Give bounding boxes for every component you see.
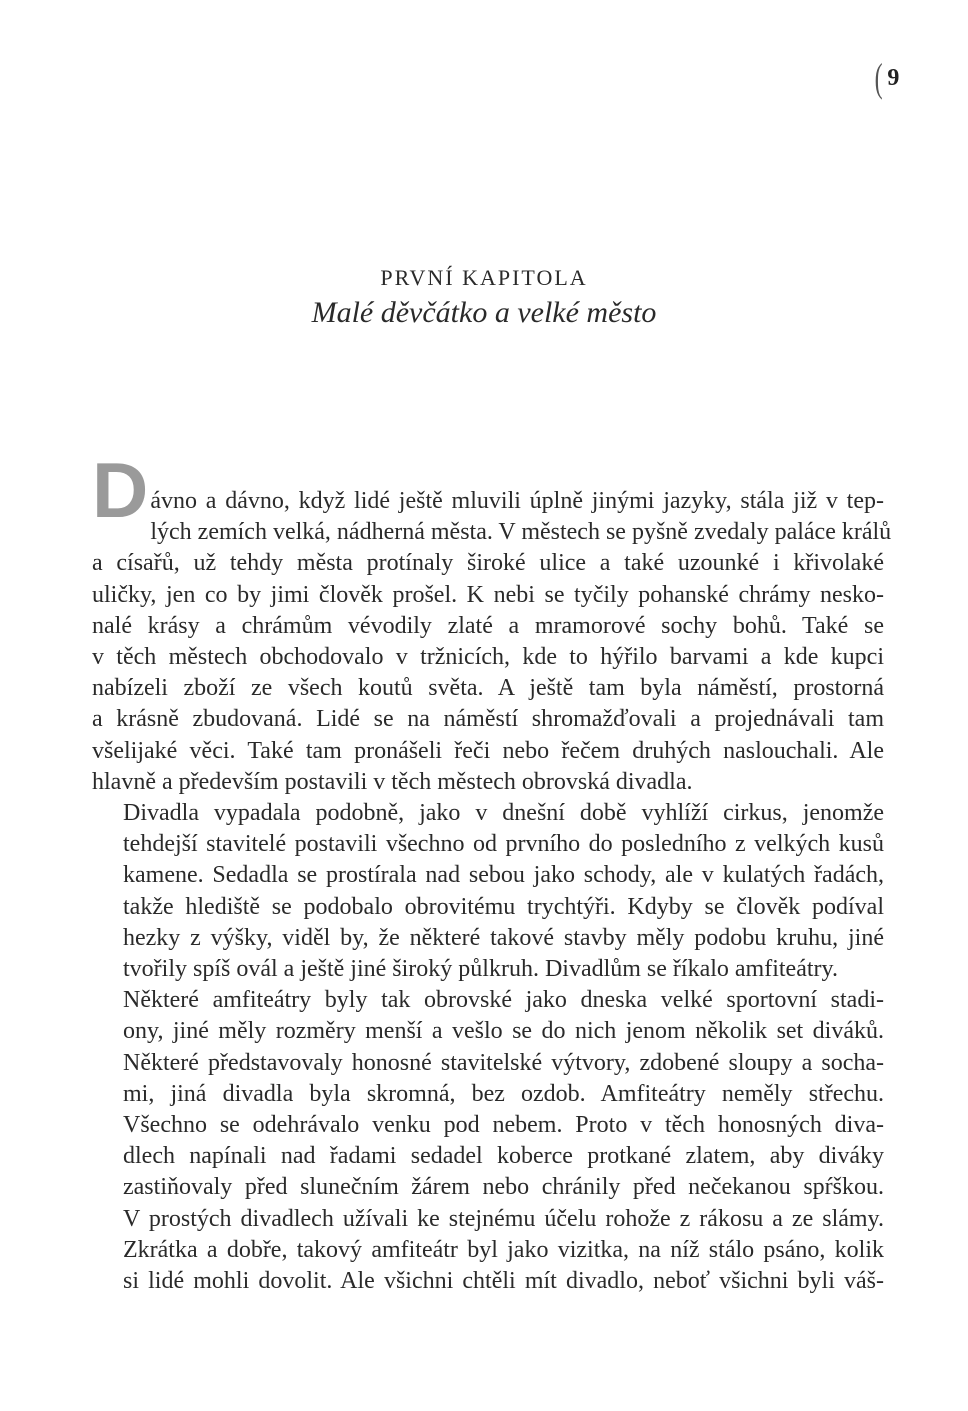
text-line: V prostých divadlech užívali ke stejnému účelu rohože z rákosu a ze slámy. bbox=[123, 1205, 884, 1232]
paragraph-2 bbox=[92, 798, 884, 985]
text-line: Zkrátka a dobře, takový amfiteátr byl jako vizitka, na níž stálo psáno, kolik bbox=[123, 1236, 884, 1263]
chapter-label: PRVNÍ KAPITOLA bbox=[380, 265, 588, 290]
text-line: všelijaké věci. Také tam pronášeli řeči nebo řečem druhých naslouchali. Ale bbox=[92, 737, 884, 764]
text-line: si lidé mohli dovolit. Ale všichni chtěli mít divadlo, neboť všichni byli váš- bbox=[123, 1268, 884, 1295]
text-line: zastiňovaly před slunečním žárem nebo chránily před nečekanou spŕškou. bbox=[123, 1174, 884, 1201]
text-line: hezky z výšky, viděl by, že některé takové stavby měly podobu kruhu, jiné bbox=[123, 924, 884, 951]
text-line: a císařů, už tehdy města protínaly široké ulice a také uzounké i křivolaké bbox=[92, 550, 884, 577]
text-line: v těch městech obchodovalo v tržnicích, kde to hýřilo barvami a kde kupci bbox=[92, 644, 884, 671]
text-line: Všechno se odehrávalo venku pod nebem. Proto v těch honosných diva- bbox=[123, 1112, 884, 1139]
text-line: Divadla vypadala podobně, jako v dnešní době vyhlíží cirkus, jenomže bbox=[123, 800, 884, 827]
text-line: a krásně zbudovaná. Lidé se na náměstí shromažďovali a projednávali tam bbox=[92, 706, 884, 733]
text-line: Některé amfiteátry byly tak obrovské jako dneska velké sportovní stadi- bbox=[123, 987, 884, 1014]
chapter-title: Malé děvčátko a velké město bbox=[311, 296, 657, 329]
page-number bbox=[872, 55, 900, 100]
text-line: lých zemích velká, nádherná města. V městech se pyšně zvedaly paláce králů bbox=[150, 519, 892, 546]
drop-cap: D bbox=[92, 446, 149, 534]
text-line: mi, jiná divadla byla skromná, bez ozdob. Amfiteátry neměly střechu. bbox=[123, 1080, 884, 1107]
text-line: tvořily spíš ovál a ještě jiné široký půlkruh. Divadlům se říkalo amfiteátry. bbox=[123, 956, 838, 983]
body-text bbox=[92, 446, 892, 1297]
text-line: Některé představovaly honosné stavitelské výtvory, zdobené sloupy a socha- bbox=[123, 1049, 884, 1076]
text-line: nabízeli zboží ze všech koutů světa. A ještě tam byla náměstí, prostorná bbox=[92, 675, 884, 702]
text-line: takže hlediště se podobalo obrovitému trychtýři. Kdyby se člověk podíval bbox=[123, 893, 884, 920]
paragraph-1 bbox=[92, 446, 892, 798]
text-line: hlavně a především postavili v těch městech obrovská divadla. bbox=[92, 768, 693, 795]
text-line: dlech napínali nad řadami sedadel koberce protkané zlatem, aby diváky bbox=[123, 1143, 884, 1170]
text-line: ony, jiné měly rozměry menší a vešlo se do nich jenom několik set diváků. bbox=[123, 1018, 884, 1045]
text-line: kamene. Sedadla se prostírala nad sebou jako schody, ale v kulatých řadách, bbox=[123, 862, 884, 889]
paragraph-3 bbox=[92, 985, 884, 1297]
text-line: uličky, jen co by jimi člověk prošel. K nebi se tyčily pohanské chrámy nesko- bbox=[92, 581, 884, 608]
text-line: nalé krásy a chrámům vévodily zlaté a mramorové sochy bohů. Také se bbox=[92, 612, 884, 639]
text-line: ávno a dávno, když lidé ještě mluvili úplně jinými jazyky, stála již v tep- bbox=[150, 488, 884, 514]
page-number-bracket: ( bbox=[874, 55, 883, 100]
page-number-value: 9 bbox=[887, 65, 900, 91]
text-line: tehdejší stavitelé postavili všechno od prvního do posledního z velkých kusů bbox=[123, 831, 884, 858]
